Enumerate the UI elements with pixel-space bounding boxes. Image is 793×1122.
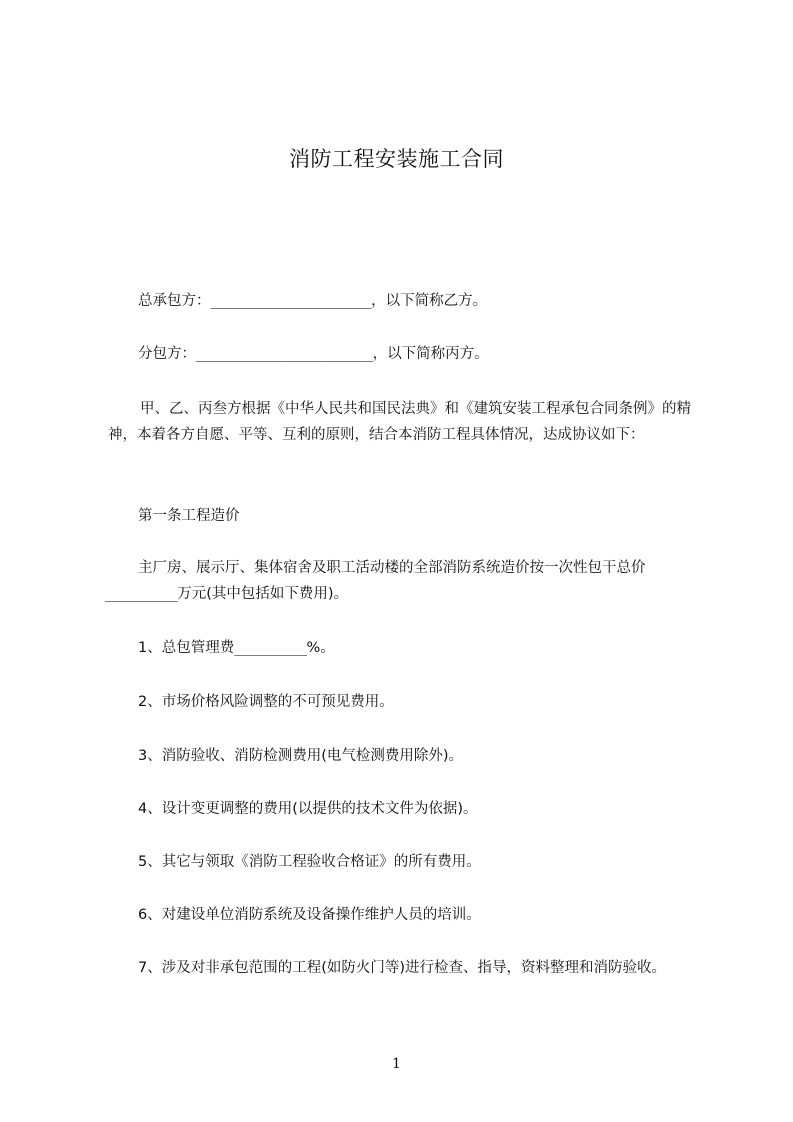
- party-b-blank: ____________________: [210, 293, 372, 309]
- list-item: [138, 638, 335, 658]
- page-number: 1: [392, 1056, 401, 1072]
- list-item: 4、设计变更调整的费用(以提供的技术文件为依据)。: [138, 801, 478, 817]
- party-b-line: [138, 291, 487, 311]
- item-1-prefix: 1、总包管理费: [138, 640, 235, 656]
- document-title: 消防工程安装施工合同: [289, 147, 504, 171]
- article-1-heading: 第一条工程造价: [138, 508, 240, 524]
- price-blank: _________: [105, 586, 178, 602]
- party-c-blank: ______________________: [196, 346, 373, 362]
- list-item: 2、市场价格风险调整的不可预见费用。: [138, 694, 394, 710]
- party-c-label: 分包方：: [138, 346, 196, 362]
- price-line-1: 主厂房、展示厅、集体宿舍及职工活动楼的全部消防系统造价按一次性包干总价: [138, 560, 646, 576]
- party-b-suffix: ，以下简称乙方。: [371, 293, 488, 309]
- price-suffix: 万元(其中包括如下费用)。: [177, 586, 349, 602]
- party-c-line: [138, 344, 489, 364]
- list-item: 3、消防验收、消防检测费用(电气检测费用除外)。: [138, 748, 464, 764]
- party-c-suffix: ，以下简称丙方。: [372, 346, 489, 362]
- price-line-2: [105, 584, 348, 604]
- item-1-blank: _________: [234, 640, 307, 656]
- party-b-label: 总承包方：: [138, 293, 211, 309]
- list-item: 7、涉及对非承包范围的工程(如防火门等)进行检查、指导，资料整理和消防验收。: [138, 960, 667, 976]
- item-1-suffix: %。: [306, 640, 335, 656]
- preamble-paragraph: 甲、乙、丙叁方根据《中华人民共和国民法典》和《建筑安装工程承包合同条例》的精神，本着各方自愿、平等、互利的原则，结合本消防工程具体情况，达成协议如下：: [108, 401, 691, 443]
- list-item: 6、对建设单位消防系统及设备操作维护人员的培训。: [138, 907, 481, 923]
- list-item: 5、其它与领取《消防工程验收合格证》的所有费用。: [138, 854, 481, 870]
